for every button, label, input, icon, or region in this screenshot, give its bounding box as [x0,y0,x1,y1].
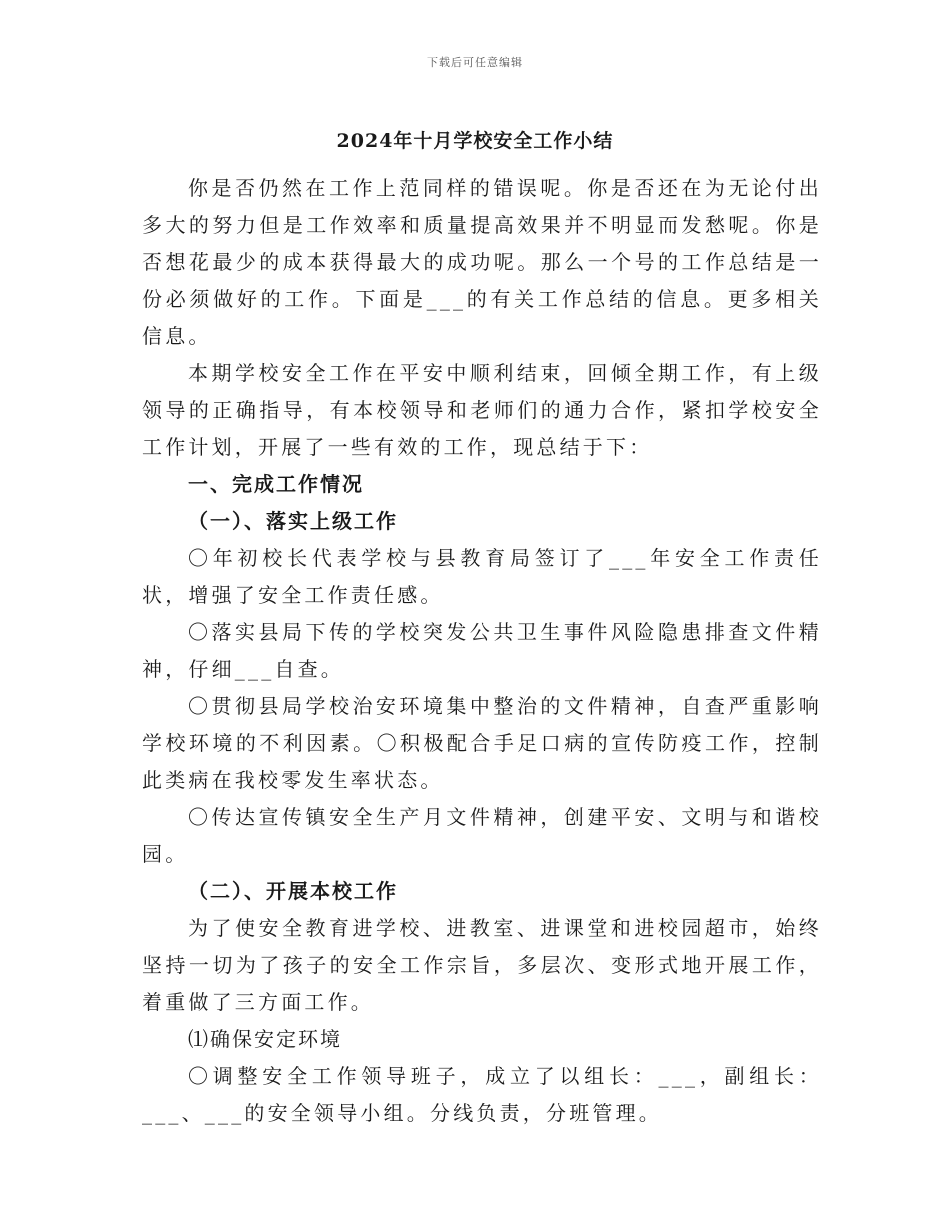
list-item: 〇调整安全工作领导班子，成立了以组长：___，副组长：___、___的安全领导小组。分线负责，分班管理。 [142,1064,822,1125]
list-item: 〇传达宣传镇安全生产月文件精神，创建平安、文明与和谐校园。 [142,805,822,866]
subsection-heading-1: （一）、落实上级工作 [188,509,398,533]
list-item: 〇年初校长代表学校与县教育局签订了___年安全工作责任状，增强了安全工作责任感。 [142,546,822,607]
section-heading: 一、完成工作情况 [188,472,364,496]
subsection-intro: 为了使安全教育进学校、进教室、进课堂和进校园超市，始终坚持一切为了孩子的安全工作宗旨，多层次、变形式地开展工作，着重做了三方面工作。 [142,916,822,1014]
header-note: 下载后可任意编辑 [427,56,523,69]
list-item: 〇贯彻县局学校治安环境集中整治的文件精神，自查严重影响学校环境的不利因素。〇积极配合手足口病的宣传防疫工作，控制此类病在我校零发生率状态。 [142,694,822,792]
intro-paragraph: 你是否仍然在工作上范同样的错误呢。你是否还在为无论付出多大的努力但是工作效率和质量提高效果并不明显而发愁呢。你是否想花最少的成本获得最大的成功呢。那么一个号的工作总结是一份必须做好的工作。下面是___的有关工作总结的信息。更多相关信息。 [142,176,822,348]
list-item: 〇落实县局下传的学校突发公共卫生事件风险隐患排查文件精神，仔细___自查。 [142,620,822,681]
summary-paragraph: 本期学校安全工作在平安中顺利结束，回倾全期工作，有上级领导的正确指导，有本校领导和老师们的通力合作，紧扣学校安全工作计划，开展了一些有效的工作，现总结于下： [142,361,822,459]
subsection-heading-2: （二）、开展本校工作 [188,879,398,903]
point-heading: ⑴确保安定环境 [188,1027,342,1051]
document-body [142,170,822,1132]
document-title: 2024年十月学校安全工作小结 [336,130,614,152]
